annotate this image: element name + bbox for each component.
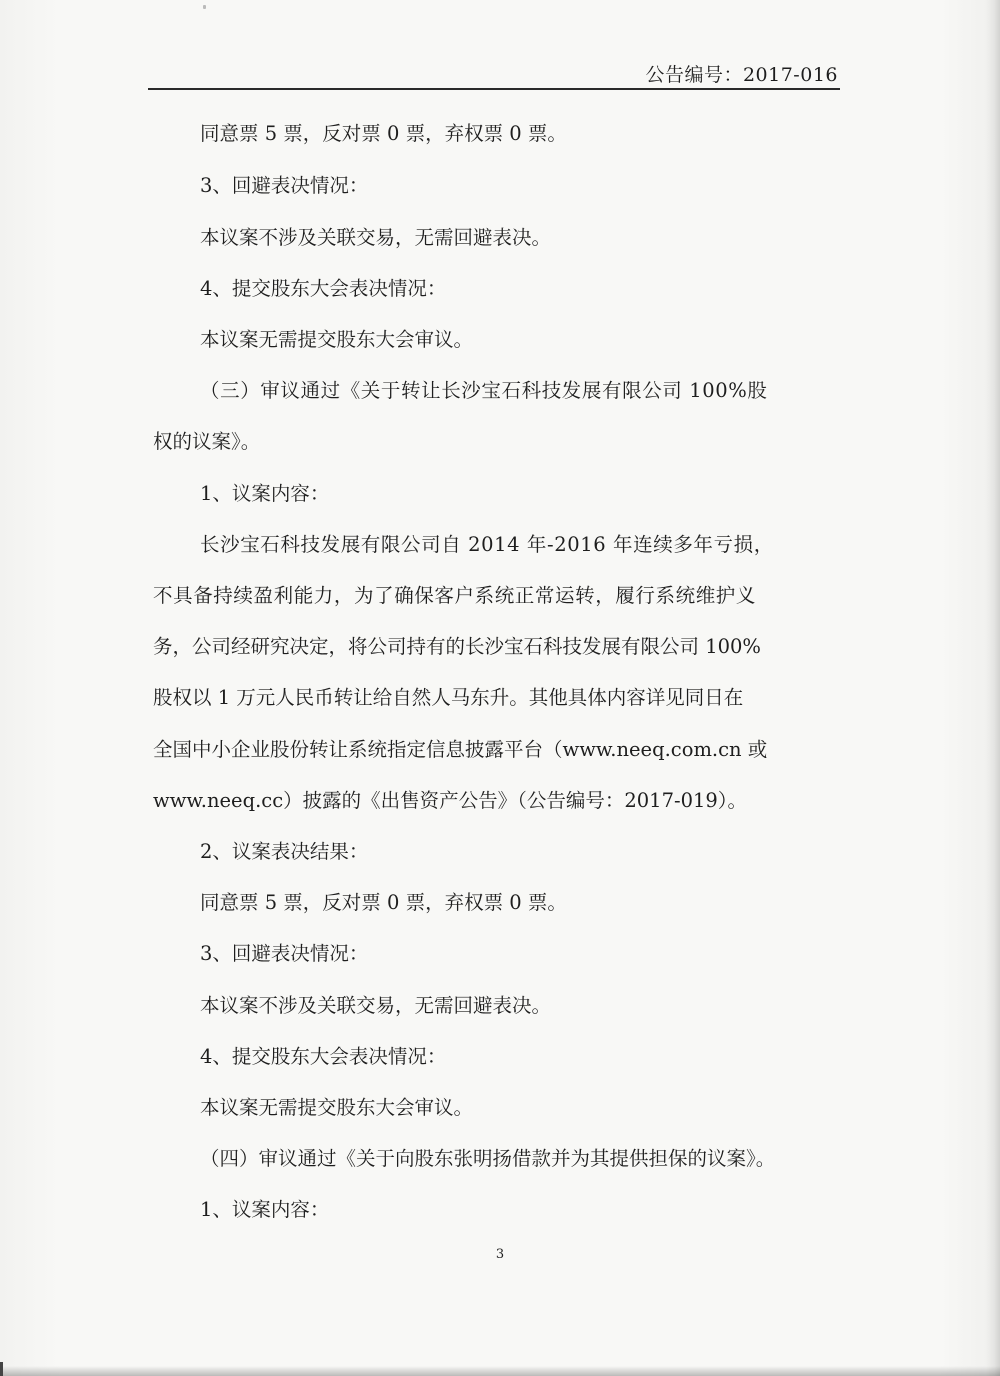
section-heading-content: 1、议案内容：	[200, 1198, 330, 1221]
section-heading-avoidance: 3、回避表决情况：	[200, 174, 369, 197]
motion-three-title: （三）审议通过《关于转让长沙宝石科技发展有限公司 100%股	[200, 379, 768, 402]
motion-four-title: （四）审议通过《关于向股东张明扬借款并为其提供担保的议案》。	[200, 1147, 776, 1170]
vote-result-line: 同意票 5 票，反对票 0 票，弃权票 0 票。	[200, 891, 567, 914]
section-heading-avoidance: 3、回避表决情况：	[200, 942, 369, 965]
scan-bottom-shadow	[0, 1366, 1000, 1376]
header-divider	[148, 88, 840, 90]
paragraph-line: 长沙宝石科技发展有限公司自 2014 年-2016 年连续多年亏损，	[200, 533, 774, 556]
shareholder-meeting-text: 本议案无需提交股东大会审议。	[200, 328, 474, 351]
avoidance-text: 本议案不涉及关联交易，无需回避表决。	[200, 226, 552, 249]
paragraph-line: 股权以 1 万元人民币转让给自然人马东升。其他具体内容详见同日在	[153, 686, 744, 709]
avoidance-text: 本议案不涉及关联交易，无需回避表决。	[200, 994, 552, 1017]
page-number: 3	[495, 1247, 505, 1262]
section-heading-shareholder-meeting: 4、提交股东大会表决情况：	[200, 277, 447, 300]
section-heading-content: 1、议案内容：	[200, 482, 330, 505]
shareholder-meeting-text: 本议案无需提交股东大会审议。	[200, 1096, 474, 1119]
paragraph-line: 务，公司经研究决定，将公司持有的长沙宝石科技发展有限公司 100%	[153, 635, 761, 658]
vote-result-line: 同意票 5 票，反对票 0 票，弃权票 0 票。	[200, 122, 567, 145]
section-heading-shareholder-meeting: 4、提交股东大会表决情况：	[200, 1045, 447, 1068]
motion-three-title-cont: 权的议案》。	[153, 430, 261, 453]
scan-speck	[203, 5, 206, 9]
scan-edge-mark	[0, 1362, 3, 1376]
paragraph-line: 全国中小企业股份转让系统指定信息披露平台（www.neeq.com.cn 或	[153, 738, 768, 761]
announcement-number: 公告编号：2017-016	[645, 64, 838, 86]
paragraph-line: www.neeq.cc）披露的《出售资产公告》（公告编号：2017-019）。	[153, 789, 748, 812]
section-heading-vote: 2、议案表决结果：	[200, 840, 369, 863]
scan-edge-shadow	[986, 0, 1000, 1376]
paragraph-line: 不具备持续盈利能力，为了确保客户系统正常运转，履行系统维护义	[153, 584, 757, 607]
